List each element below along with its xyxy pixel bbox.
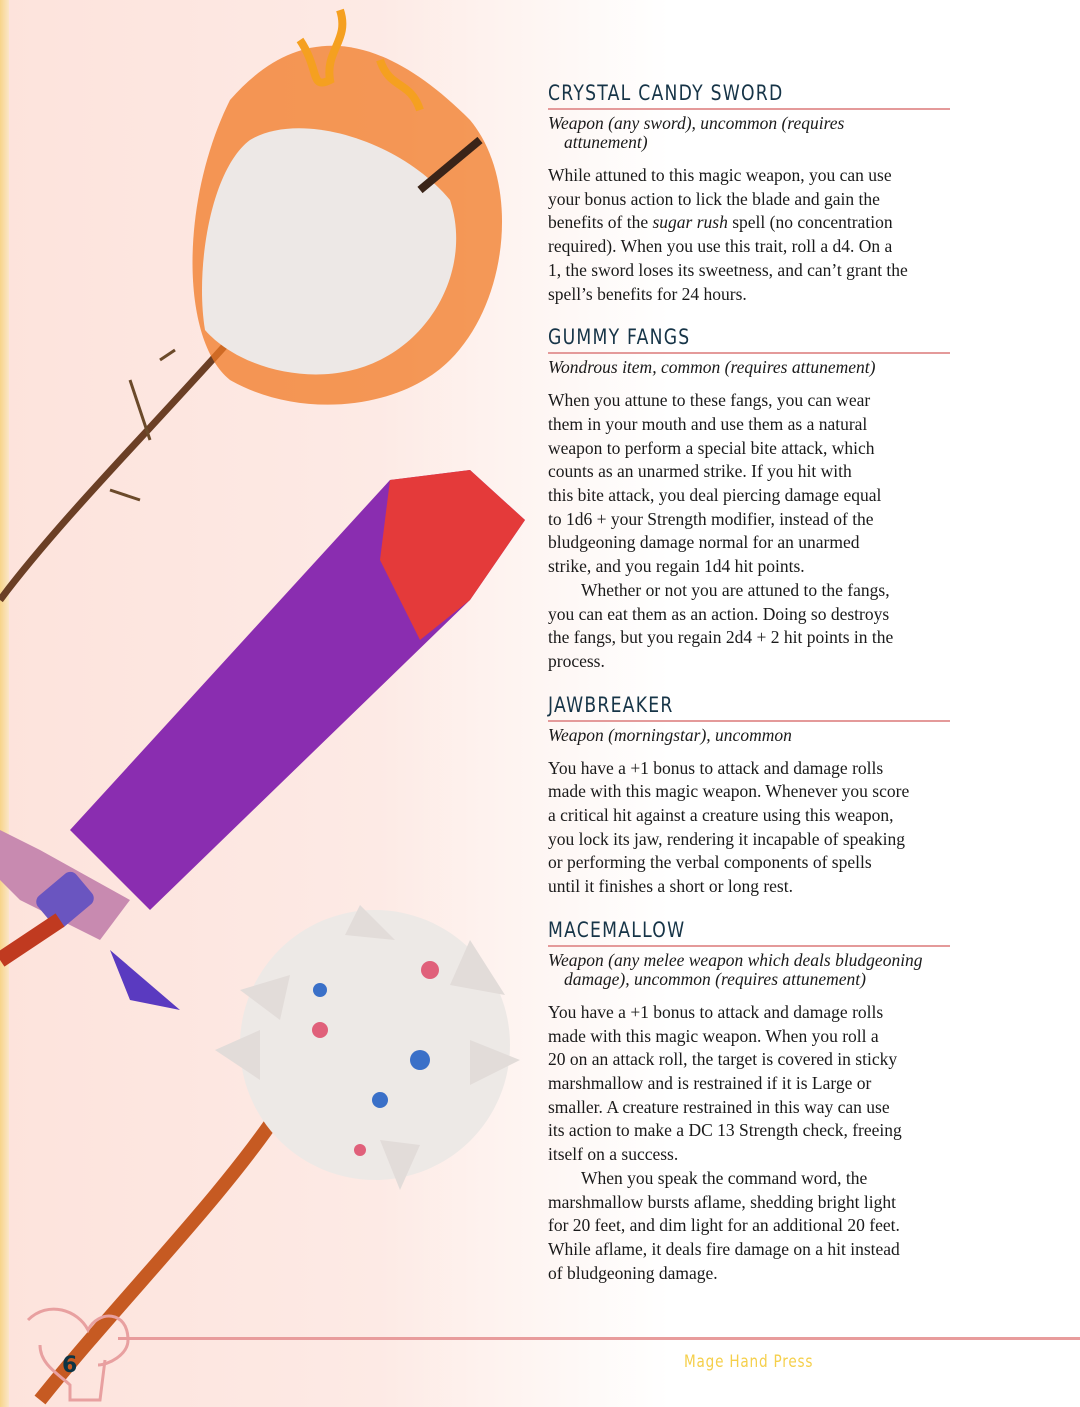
text-line: you can eat them as an action. Doing so destroys (548, 603, 890, 624)
text-line: smaller. A creature restrained in this way can use (548, 1096, 890, 1117)
footer-rule (118, 1337, 1080, 1340)
title-rule (548, 108, 950, 110)
text-line: made with this magic weapon. Whenever you score (548, 781, 910, 802)
item-section (548, 916, 950, 1285)
item-section (548, 691, 950, 899)
text-line: You have a +1 bonus to attack and damage rolls (548, 1001, 884, 1022)
subtitle-line: Weapon (morningstar), uncommon (548, 724, 792, 745)
spell-name: sugar rush (652, 212, 728, 233)
item-description-paragraph (548, 389, 950, 579)
text-line: its action to make a DC 13 Strength check, freeing (548, 1120, 902, 1141)
item-title: JAWBREAKER (548, 692, 674, 717)
text-line: made with this magic weapon. When you roll a (548, 1025, 879, 1046)
text-line: weapon to perform a special bite attack, which (548, 437, 875, 458)
text-line: When you attune to these fangs, you can wear (548, 390, 871, 411)
text-line: of bludgeoning damage. (548, 1262, 718, 1283)
text-line: you lock its jaw, rendering it incapable of speaking (548, 828, 906, 849)
item-description-paragraph (548, 579, 950, 674)
text-line: process. (548, 650, 605, 671)
item-title: MACEMALLOW (548, 917, 686, 942)
page-number: 6 (62, 1353, 78, 1378)
text-line: your bonus action to lick the blade and gain the (548, 188, 880, 209)
item-subtitle (548, 951, 950, 989)
text-line: benefits of the sugar rush spell (no concentration (548, 212, 893, 233)
text-line: When you speak the command word, the (581, 1167, 868, 1188)
title-rule (548, 945, 950, 947)
item-description-paragraph (548, 757, 950, 899)
text-line: until it finishes a short or long rest. (548, 876, 793, 897)
text-line: counts as an unarmed strike. If you hit with (548, 461, 852, 482)
item-section (548, 79, 950, 306)
subtitle-line: Wondrous item, common (requires attunement) (548, 357, 876, 378)
text-line: You have a +1 bonus to attack and damage rolls (548, 757, 884, 778)
item-title: CRYSTAL CANDY SWORD (548, 81, 784, 105)
publisher-name: Mage Hand Press (684, 1352, 814, 1372)
text-line: marshmallow and is restrained if it is Large or (548, 1072, 872, 1093)
text-line: required). When you use this trait, roll a d4. On a (548, 236, 893, 257)
title-rule (548, 720, 950, 722)
item-subtitle (548, 726, 950, 745)
item-description-paragraph (548, 1167, 950, 1286)
subtitle-line: Weapon (any melee weapon which deals bludgeoning (548, 949, 923, 970)
text-line: or performing the verbal components of spells (548, 852, 872, 873)
text-column (548, 79, 950, 1302)
text-line: this bite attack, you deal piercing damage equal (548, 485, 882, 506)
text-line: Whether or not you are attuned to the fangs, (581, 579, 890, 600)
item-subtitle (548, 358, 950, 377)
text-line: a critical hit against a creature using this weapon, (548, 805, 894, 826)
text-line: 1, the sword loses its sweetness, and can’t grant the (548, 259, 908, 280)
item-title: GUMMY FANGS (548, 325, 691, 350)
subtitle-line: attunement) (564, 132, 648, 152)
item-subtitle (548, 114, 950, 152)
subtitle-line: Weapon (any sword), uncommon (requires (548, 113, 845, 133)
title-rule (548, 352, 950, 354)
item-description-paragraph (548, 164, 950, 306)
subtitle-line: damage), uncommon (requires attunement) (564, 968, 866, 989)
text-line: bludgeoning damage normal for an unarmed (548, 532, 860, 553)
text-line: for 20 feet, and dim light for an additional 20 feet. (548, 1215, 900, 1236)
macemallow-illustration (40, 905, 520, 1400)
item-description-paragraph (548, 1001, 950, 1167)
text-line: the fangs, but you regain 2d4 + 2 hit points in the (548, 627, 894, 648)
text-line: 20 on an attack roll, the target is covered in sticky (548, 1049, 898, 1070)
item-section (548, 323, 950, 673)
text-line: itself on a success. (548, 1144, 679, 1165)
text-line: While attuned to this magic weapon, you can use (548, 165, 892, 185)
text-line: marshmallow bursts aflame, shedding bright light (548, 1191, 897, 1212)
text-line: While aflame, it deals fire damage on a hit instead (548, 1238, 900, 1259)
text-line: spell’s benefits for 24 hours. (548, 283, 747, 304)
text-line: strike, and you regain 1d4 hit points. (548, 556, 805, 577)
crystal-candy-sword-illustration (0, 470, 525, 1010)
text-line: them in your mouth and use them as a natural (548, 413, 868, 434)
text-line: to 1d6 + your Strength modifier, instead of the (548, 508, 874, 529)
